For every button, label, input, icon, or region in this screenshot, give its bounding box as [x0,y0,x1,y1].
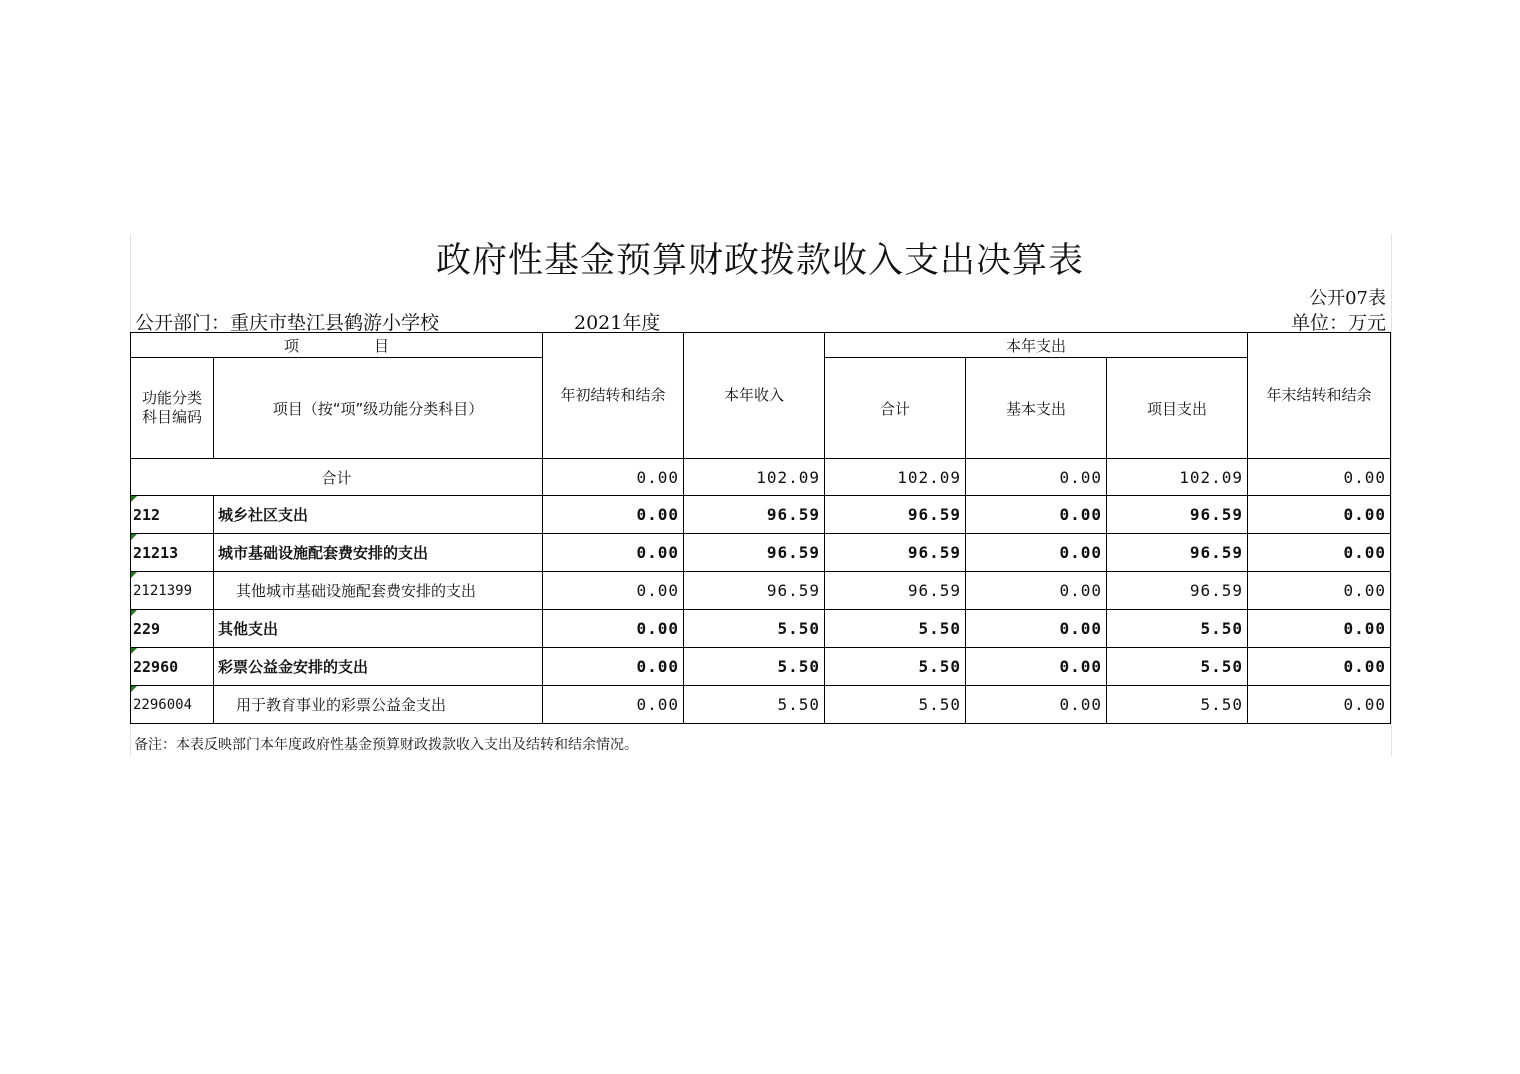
row-expense: 5.50 [825,610,966,648]
row-name: 城市基础设施配套费安排的支出 [214,534,543,572]
total-closing: 0.00 [1248,459,1391,496]
department-label: 公开部门：重庆市垫江县鹤游小学校 [135,312,440,334]
row-project: 5.50 [1107,686,1248,724]
row-opening: 0.00 [543,572,684,610]
row-expense: 5.50 [825,686,966,724]
row-income: 96.59 [684,572,825,610]
row-expense: 96.59 [825,496,966,534]
header-name: 项目（按“项”级功能分类科目） [214,358,543,459]
row-name: 用于教育事业的彩票公益金支出 [214,686,543,724]
row-opening: 0.00 [543,496,684,534]
row-basic: 0.00 [966,610,1107,648]
row-code: 212 [131,496,214,534]
header-closing: 年末结转和结余 [1248,333,1391,459]
table-note: 备注：本表反映部门本年度政府性基金预算财政拨款收入支出及结转和结余情况。 [134,737,638,753]
row-basic: 0.00 [966,686,1107,724]
header-opening: 年初结转和结余 [543,333,684,459]
header-expense-group: 本年支出 [825,333,1248,358]
row-basic: 0.00 [966,572,1107,610]
row-code: 2121399 [131,572,214,610]
row-name: 城乡社区支出 [214,496,543,534]
table-row [131,572,1391,610]
row-closing: 0.00 [1248,648,1391,686]
fiscal-year: 2021年度 [574,312,661,334]
table-row [131,648,1391,686]
row-code: 2296004 [131,686,214,724]
row-project: 96.59 [1107,496,1248,534]
header-expense-total: 合计 [825,358,966,459]
row-basic: 0.00 [966,648,1107,686]
total-basic: 0.00 [966,459,1107,496]
header-basic: 基本支出 [966,358,1107,459]
table-row [131,686,1391,724]
total-project: 102.09 [1107,459,1248,496]
row-opening: 0.00 [543,610,684,648]
header-project: 项目支出 [1107,358,1248,459]
total-label: 合计 [131,459,543,496]
row-income: 5.50 [684,648,825,686]
row-name: 其他支出 [214,610,543,648]
final-accounts-table [130,332,1391,724]
row-project: 5.50 [1107,648,1248,686]
row-closing: 0.00 [1248,572,1391,610]
row-name: 其他城市基础设施配套费安排的支出 [214,572,543,610]
total-expense: 102.09 [825,459,966,496]
row-basic: 0.00 [966,496,1107,534]
page-title: 政府性基金预算财政拨款收入支出决算表 [435,241,1084,281]
header-income: 本年收入 [684,333,825,459]
table-row [131,534,1391,572]
row-project: 96.59 [1107,534,1248,572]
row-income: 5.50 [684,686,825,724]
row-closing: 0.00 [1248,610,1391,648]
row-income: 5.50 [684,610,825,648]
row-opening: 0.00 [543,648,684,686]
table-row [131,610,1391,648]
header-code: 功能分类科目编码 [131,358,214,459]
row-closing: 0.00 [1248,496,1391,534]
total-row [131,459,1391,496]
row-opening: 0.00 [543,686,684,724]
row-name: 彩票公益金安排的支出 [214,648,543,686]
row-closing: 0.00 [1248,534,1391,572]
unit-label: 单位：万元 [1290,312,1386,334]
row-code: 21213 [131,534,214,572]
form-number: 公开07表 [1309,288,1386,309]
row-opening: 0.00 [543,534,684,572]
total-opening: 0.00 [543,459,684,496]
total-income: 102.09 [684,459,825,496]
row-income: 96.59 [684,496,825,534]
row-code: 22960 [131,648,214,686]
row-expense: 96.59 [825,534,966,572]
row-expense: 5.50 [825,648,966,686]
row-closing: 0.00 [1248,686,1391,724]
row-income: 96.59 [684,534,825,572]
row-code: 229 [131,610,214,648]
header-item-group: 项 目 [131,333,543,358]
row-basic: 0.00 [966,534,1107,572]
row-expense: 96.59 [825,572,966,610]
table-row [131,496,1391,534]
row-project: 96.59 [1107,572,1248,610]
row-project: 5.50 [1107,610,1248,648]
